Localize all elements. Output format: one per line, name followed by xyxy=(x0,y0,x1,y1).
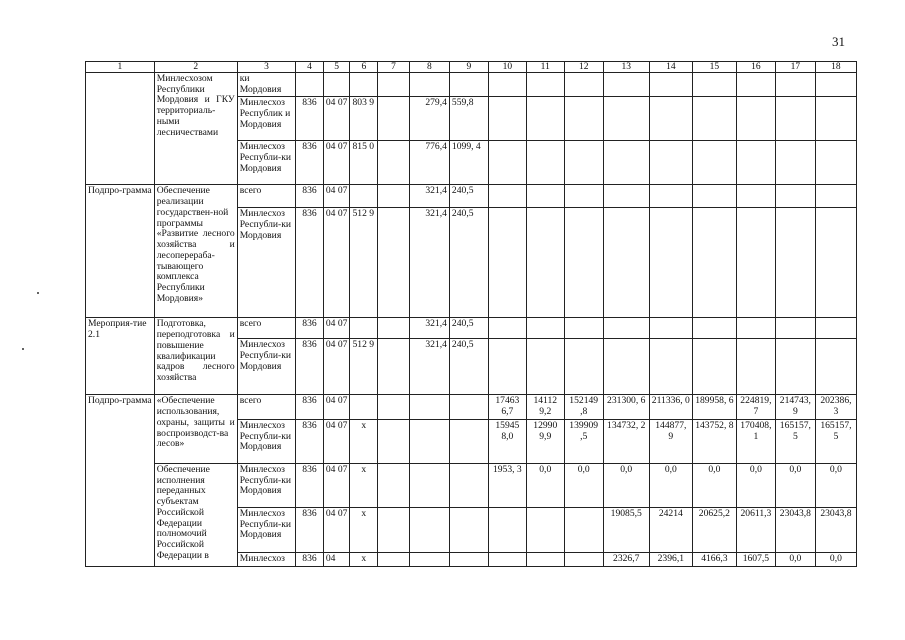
value-cell xyxy=(564,185,603,208)
value-cell xyxy=(736,208,775,318)
type-cell xyxy=(378,395,410,419)
grbs-cell: 836 xyxy=(296,97,324,141)
grbs-cell: 836 xyxy=(296,395,324,419)
type-cell xyxy=(378,97,410,141)
value-cell xyxy=(692,141,736,185)
column-number: 11 xyxy=(526,62,564,73)
executor-cell: Минлесхоз Республи-ки Мордовия xyxy=(237,463,295,507)
value-cell xyxy=(603,97,649,141)
value-cell xyxy=(736,141,775,185)
section-cell: 04 07 xyxy=(323,185,350,208)
value-cell xyxy=(488,185,526,208)
section-cell: 04 07 xyxy=(323,395,350,419)
value-cell: 144877, 9 xyxy=(649,419,692,463)
value-cell: 1953, 3 xyxy=(488,463,526,507)
value-cell xyxy=(488,141,526,185)
value-cell: 202386, 3 xyxy=(815,395,856,419)
value-cell xyxy=(603,141,649,185)
value-cell: 165157, 5 xyxy=(775,419,815,463)
column-numbers-row xyxy=(86,62,857,73)
value-cell: 20625,2 xyxy=(692,507,736,552)
value-cell: 224819, 7 xyxy=(736,395,775,419)
value-cell xyxy=(409,73,449,97)
value-cell: 12990 9,9 xyxy=(526,419,564,463)
value-cell xyxy=(449,463,488,507)
executor-cell: всего xyxy=(237,395,295,419)
section-cell: 04 07 xyxy=(323,419,350,463)
target-cell: х xyxy=(350,419,378,463)
grbs-cell: 836 xyxy=(296,141,324,185)
target-cell: х xyxy=(350,552,378,566)
executor-cell: всего xyxy=(237,185,295,208)
column-number: 6 xyxy=(350,62,378,73)
value-cell: 279,4 xyxy=(409,97,449,141)
type-cell xyxy=(378,208,410,318)
value-cell: 0,0 xyxy=(775,463,815,507)
description-cell: Обеспечение исполнения переданных субъектам Российской Федерации полномочий Российской Федерации в xyxy=(154,463,237,566)
executor-cell: Минлесхоз Республи-ки Мордовия xyxy=(237,419,295,463)
column-number: 13 xyxy=(603,62,649,73)
type-cell xyxy=(378,73,410,97)
value-cell xyxy=(488,552,526,566)
grbs-cell: 836 xyxy=(296,318,324,339)
value-cell xyxy=(449,73,488,97)
value-cell xyxy=(775,339,815,395)
value-cell: 20611,3 xyxy=(736,507,775,552)
value-cell: 211336, 0 xyxy=(649,395,692,419)
table-row xyxy=(86,395,857,419)
value-cell xyxy=(649,97,692,141)
value-cell xyxy=(526,339,564,395)
section-cell: 04 07 xyxy=(323,97,350,141)
value-cell: 321,4 xyxy=(409,208,449,318)
value-cell xyxy=(692,73,736,97)
value-cell xyxy=(736,185,775,208)
value-cell xyxy=(603,73,649,97)
type-cell xyxy=(378,463,410,507)
row-type-cell: Подпро-грамма xyxy=(86,185,155,318)
value-cell: 189958, 6 xyxy=(692,395,736,419)
value-cell xyxy=(692,339,736,395)
grbs-cell: 836 xyxy=(296,552,324,566)
value-cell xyxy=(692,208,736,318)
value-cell: 0,0 xyxy=(603,463,649,507)
table-row xyxy=(86,318,857,339)
row-type-cell: Мероприя-тие 2.1 xyxy=(86,318,155,395)
value-cell: 240,5 xyxy=(449,185,488,208)
executor-cell: Минлесхоз Республик и Мордовия xyxy=(237,97,295,141)
value-cell: 23043,8 xyxy=(815,507,856,552)
value-cell: 240,5 xyxy=(449,339,488,395)
type-cell xyxy=(378,185,410,208)
type-cell xyxy=(378,552,410,566)
type-cell xyxy=(378,419,410,463)
value-cell: 559,8 xyxy=(449,97,488,141)
table-row xyxy=(86,73,857,97)
value-cell: 0,0 xyxy=(815,552,856,566)
value-cell xyxy=(815,73,856,97)
grbs-cell: 836 xyxy=(296,208,324,318)
value-cell xyxy=(649,141,692,185)
value-cell xyxy=(449,395,488,419)
value-cell xyxy=(775,141,815,185)
value-cell: 321,4 xyxy=(409,318,449,339)
value-cell xyxy=(815,339,856,395)
grbs-cell: 836 xyxy=(296,185,324,208)
value-cell xyxy=(603,185,649,208)
value-cell xyxy=(449,552,488,566)
value-cell: 321,4 xyxy=(409,339,449,395)
value-cell xyxy=(488,97,526,141)
value-cell: 0,0 xyxy=(815,463,856,507)
value-cell xyxy=(488,339,526,395)
executor-cell: Минлесхоз Республи-ки Мордовия xyxy=(237,141,295,185)
value-cell xyxy=(564,141,603,185)
value-cell xyxy=(526,318,564,339)
value-cell xyxy=(564,552,603,566)
value-cell: 0,0 xyxy=(736,463,775,507)
target-cell: 815 0 xyxy=(350,141,378,185)
value-cell xyxy=(488,507,526,552)
grbs-cell xyxy=(296,73,324,97)
value-cell xyxy=(603,208,649,318)
value-cell: 15945 8,0 xyxy=(488,419,526,463)
grbs-cell: 836 xyxy=(296,419,324,463)
target-cell: 512 9 xyxy=(350,208,378,318)
value-cell xyxy=(692,97,736,141)
section-cell: 04 07 xyxy=(323,339,350,395)
value-cell xyxy=(526,97,564,141)
value-cell xyxy=(815,318,856,339)
table-row xyxy=(86,185,857,208)
value-cell xyxy=(815,185,856,208)
type-cell xyxy=(378,507,410,552)
target-cell xyxy=(350,185,378,208)
value-cell: 0,0 xyxy=(775,552,815,566)
value-cell xyxy=(488,318,526,339)
value-cell xyxy=(815,141,856,185)
value-cell xyxy=(649,318,692,339)
column-number: 2 xyxy=(154,62,237,73)
section-cell: 04 07 xyxy=(323,318,350,339)
column-number: 9 xyxy=(449,62,488,73)
value-cell xyxy=(526,73,564,97)
executor-cell: Минлесхоз xyxy=(237,552,295,566)
description-cell: Обеспечение реализации государствен-ной программы «Развитие лесного хозяйства и лесоперераба-тывающего комплекса Республики Мордовия» xyxy=(154,185,237,318)
value-cell xyxy=(649,185,692,208)
section-cell: 04 07 xyxy=(323,208,350,318)
grbs-cell: 836 xyxy=(296,507,324,552)
column-number: 18 xyxy=(815,62,856,73)
value-cell: 24214 xyxy=(649,507,692,552)
value-cell xyxy=(449,419,488,463)
type-cell xyxy=(378,141,410,185)
value-cell: 240,5 xyxy=(449,208,488,318)
value-cell: 0,0 xyxy=(692,463,736,507)
value-cell: 0,0 xyxy=(526,463,564,507)
value-cell xyxy=(649,73,692,97)
value-cell xyxy=(488,208,526,318)
value-cell xyxy=(488,73,526,97)
value-cell xyxy=(815,97,856,141)
column-number: 12 xyxy=(564,62,603,73)
value-cell: 2326,7 xyxy=(603,552,649,566)
column-number: 3 xyxy=(237,62,295,73)
value-cell xyxy=(736,73,775,97)
value-cell xyxy=(564,318,603,339)
value-cell xyxy=(692,318,736,339)
value-cell xyxy=(775,185,815,208)
value-cell xyxy=(736,318,775,339)
column-number: 7 xyxy=(378,62,410,73)
value-cell xyxy=(603,318,649,339)
value-cell xyxy=(564,339,603,395)
target-cell xyxy=(350,73,378,97)
value-cell: 143752, 8 xyxy=(692,419,736,463)
target-cell xyxy=(350,395,378,419)
section-cell: 04 xyxy=(323,552,350,566)
value-cell: 1607,5 xyxy=(736,552,775,566)
column-number: 14 xyxy=(649,62,692,73)
section-cell: 04 07 xyxy=(323,507,350,552)
description-cell: «Обеспечение использования, охраны, защиты и воспроизводст-ва лесов» xyxy=(154,395,237,463)
executor-cell: ки Мордовия xyxy=(237,73,295,97)
value-cell xyxy=(775,73,815,97)
section-cell: 04 07 xyxy=(323,141,350,185)
column-number: 17 xyxy=(775,62,815,73)
value-cell: 1099, 4 xyxy=(449,141,488,185)
value-cell: 152149 ,8 xyxy=(564,395,603,419)
value-cell xyxy=(603,339,649,395)
value-cell xyxy=(526,185,564,208)
value-cell xyxy=(449,507,488,552)
value-cell xyxy=(409,507,449,552)
value-cell xyxy=(564,97,603,141)
value-cell xyxy=(815,208,856,318)
value-cell xyxy=(526,552,564,566)
value-cell: 240,5 xyxy=(449,318,488,339)
value-cell: 231300, 6 xyxy=(603,395,649,419)
value-cell: 0,0 xyxy=(564,463,603,507)
column-number: 8 xyxy=(409,62,449,73)
value-cell xyxy=(649,208,692,318)
value-cell: 14112 9,2 xyxy=(526,395,564,419)
value-cell: 2396,1 xyxy=(649,552,692,566)
value-cell: 17463 6,7 xyxy=(488,395,526,419)
target-cell: х xyxy=(350,463,378,507)
column-number: 16 xyxy=(736,62,775,73)
value-cell xyxy=(775,97,815,141)
budget-table xyxy=(85,61,857,567)
target-cell: 512 9 xyxy=(350,339,378,395)
executor-cell: Минлесхоз Республи-ки Мордовия xyxy=(237,507,295,552)
grbs-cell: 836 xyxy=(296,339,324,395)
value-cell: 139909 ,5 xyxy=(564,419,603,463)
type-cell xyxy=(378,318,410,339)
executor-cell: Минлесхоз Республи-ки Мордовия xyxy=(237,208,295,318)
target-cell: х xyxy=(350,507,378,552)
value-cell xyxy=(409,552,449,566)
value-cell xyxy=(409,419,449,463)
column-number: 10 xyxy=(488,62,526,73)
type-cell xyxy=(378,339,410,395)
value-cell xyxy=(526,141,564,185)
value-cell xyxy=(409,463,449,507)
section-cell xyxy=(323,73,350,97)
value-cell xyxy=(736,97,775,141)
scan-speck xyxy=(37,292,39,294)
target-cell xyxy=(350,318,378,339)
value-cell xyxy=(564,507,603,552)
value-cell: 321,4 xyxy=(409,185,449,208)
executor-cell: всего xyxy=(237,318,295,339)
row-type-cell: Подпро-грамма xyxy=(86,395,155,566)
value-cell xyxy=(692,185,736,208)
grbs-cell: 836 xyxy=(296,463,324,507)
value-cell: 134732, 2 xyxy=(603,419,649,463)
value-cell: 214743, 9 xyxy=(775,395,815,419)
column-number: 1 xyxy=(86,62,155,73)
value-cell xyxy=(564,208,603,318)
column-number: 4 xyxy=(296,62,324,73)
executor-cell: Минлесхоз Республи-ки Мордовия xyxy=(237,339,295,395)
value-cell: 170408, 1 xyxy=(736,419,775,463)
value-cell xyxy=(526,507,564,552)
value-cell: 0,0 xyxy=(649,463,692,507)
section-cell: 04 07 xyxy=(323,463,350,507)
value-cell xyxy=(736,339,775,395)
table-row xyxy=(86,463,857,507)
value-cell: 776,4 xyxy=(409,141,449,185)
value-cell xyxy=(526,208,564,318)
value-cell xyxy=(564,73,603,97)
row-type-cell xyxy=(86,73,155,185)
page-number: 31 xyxy=(832,34,845,49)
value-cell xyxy=(409,395,449,419)
description-cell: Минлесхозом Республики Мордовия и ГКУ территориаль-ными лесничествами xyxy=(154,73,237,185)
value-cell: 19085,5 xyxy=(603,507,649,552)
value-cell xyxy=(775,208,815,318)
description-cell: Подготовка, переподготовка и повышение квалификации кадров лесного хозяйства xyxy=(154,318,237,395)
value-cell xyxy=(649,339,692,395)
value-cell xyxy=(775,318,815,339)
target-cell: 803 9 xyxy=(350,97,378,141)
column-number: 5 xyxy=(323,62,350,73)
column-number: 15 xyxy=(692,62,736,73)
scan-speck xyxy=(22,348,24,350)
value-cell: 4166,3 xyxy=(692,552,736,566)
value-cell: 23043,8 xyxy=(775,507,815,552)
value-cell: 165157, 5 xyxy=(815,419,856,463)
